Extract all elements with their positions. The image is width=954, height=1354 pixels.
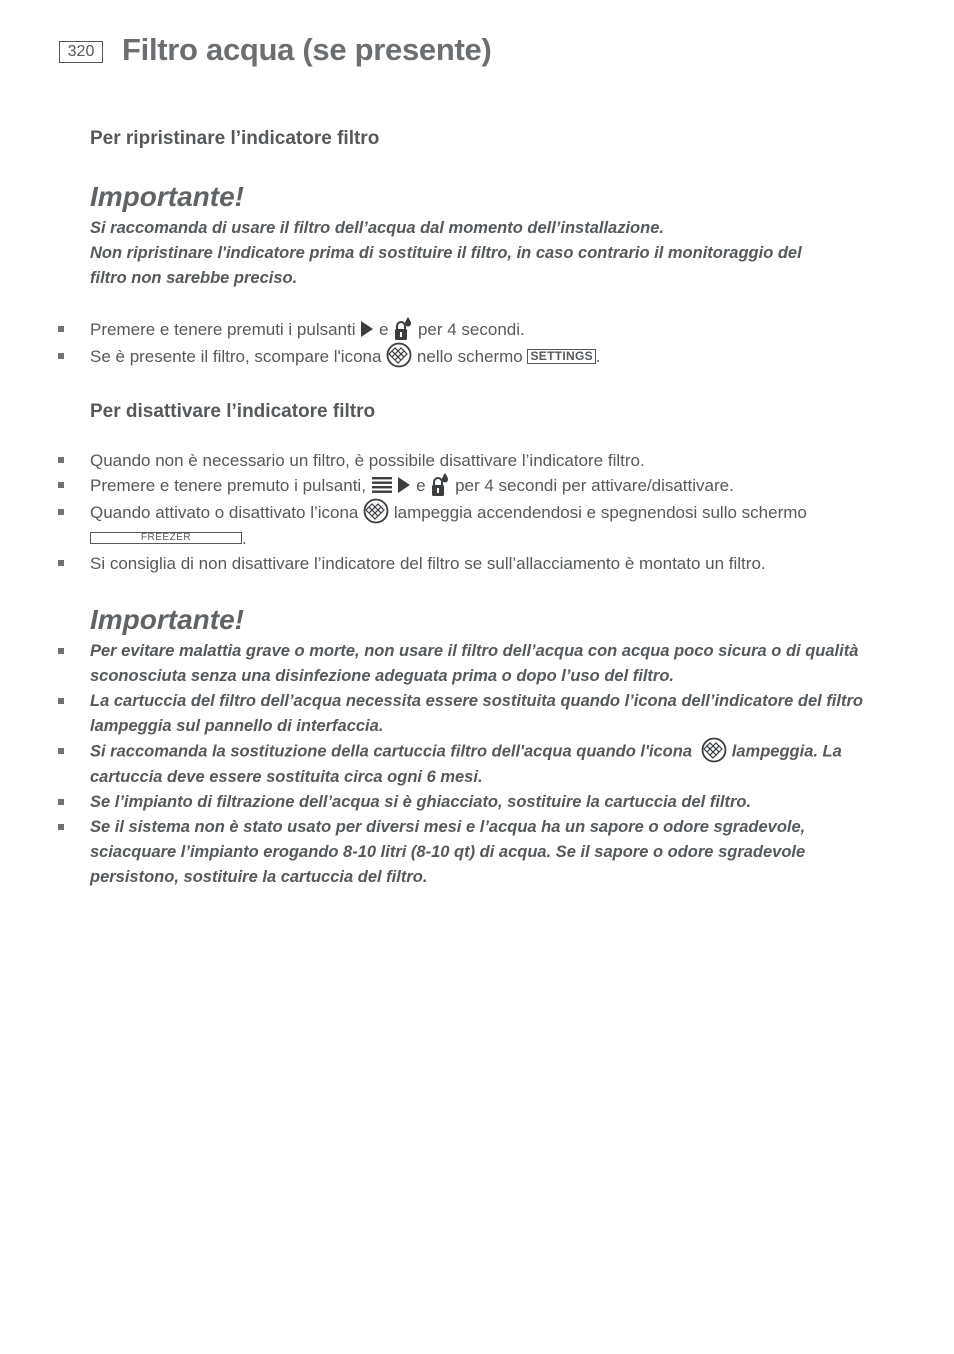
text: Se l’impianto di filtrazione dell’acqua si è ghiacciato, sostituire la cartuccia del filtro. <box>90 793 752 811</box>
list-item <box>0 344 890 371</box>
text: Si consiglia di non disattivare l’indicatore del filtro se sull’allacciamento è montato un filtro. <box>90 554 766 574</box>
text: Premere e tenere premuto i pulsanti, <box>90 476 366 495</box>
lock-water-drop-icon <box>393 316 413 342</box>
disable-heading: Per disattivare l’indicatore filtro <box>90 401 376 422</box>
text: cartuccia deve essere sostituita circa ogni 6 mesi. <box>90 768 483 786</box>
note-line: Non ripristinare l'indicatore prima di sostituire il filtro, in caso contrario il monitoraggio del <box>90 244 802 262</box>
list-item <box>0 815 890 890</box>
text: sconosciuta senza una disinfezione adeguata prima o dopo l’uso del filtro. <box>90 667 675 685</box>
important-title-1: Importante! <box>90 181 244 212</box>
filter-grid-icon <box>363 498 389 524</box>
bullet-square <box>58 353 64 359</box>
text: . <box>595 346 601 366</box>
bullet-square <box>58 482 64 488</box>
bullet-square <box>58 698 64 704</box>
reset-steps-list <box>0 317 954 370</box>
text: Se è presente il filtro, scompare l'icona <box>90 346 382 366</box>
text: La cartuccia del filtro dell’acqua necessita essere sostituita quando l’icona dell’indicatore del filtro <box>90 692 863 710</box>
list-item <box>0 739 890 790</box>
list-item <box>0 790 890 815</box>
bullet-square <box>58 326 64 332</box>
text: lampeggia sul pannello di interfaccia. <box>90 717 384 735</box>
text: e <box>379 320 389 339</box>
text: e <box>416 476 426 495</box>
note-line: filtro non sarebbe preciso. <box>90 269 298 287</box>
bullet-square <box>58 748 64 754</box>
bullet-square <box>58 560 64 566</box>
text: Premere e tenere premuti i pulsanti <box>90 320 356 339</box>
important-title-2: Importante! <box>90 604 244 635</box>
text: lampeggia accendendosi e spegnendosi sullo schermo <box>393 502 807 522</box>
text: nello schermo <box>416 346 523 366</box>
text: Si raccomanda la sostituzione della cartuccia filtro dell'acqua quando l'icona <box>90 742 693 761</box>
list-item <box>0 448 890 473</box>
text: . <box>242 529 247 549</box>
filter-grid-icon <box>701 737 727 763</box>
filter-grid-icon <box>386 342 412 368</box>
text: sciacquare l’impianto erogando 8-10 litri (8-10 qt) di acqua. Se il sapore o odore sgradevole <box>90 843 806 861</box>
page-number: 320 <box>59 41 103 63</box>
list-item <box>0 689 890 739</box>
disable-steps-list <box>0 448 954 576</box>
text: Quando non è necessario un filtro, è possibile disattivare l’indicatore filtro. <box>90 451 645 470</box>
list-item <box>0 639 890 689</box>
reset-heading: Per ripristinare l’indicatore filtro <box>90 128 380 149</box>
list-item <box>0 473 890 500</box>
text: lampeggia. La <box>731 742 842 761</box>
bullet-square <box>58 648 64 654</box>
page-title: Filtro acqua (se presente) <box>122 32 492 67</box>
play-triangle-icon <box>360 320 374 338</box>
text: Se il sistema non è stato usato per diversi mesi e l’acqua ha un sapore o odore sgradevole, <box>90 818 806 836</box>
freezer-screen-label: FREEZER <box>90 532 242 544</box>
settings-screen-label: SETTINGS <box>527 349 595 364</box>
play-triangle-icon <box>397 476 411 494</box>
menu-lines-icon <box>371 476 393 494</box>
list-item <box>0 500 890 552</box>
important-list <box>0 639 954 890</box>
text: Quando attivato o disattivato l’icona <box>90 502 359 522</box>
important-note-1 <box>90 216 890 291</box>
list-item <box>0 551 890 576</box>
lock-water-drop-icon <box>430 472 450 498</box>
note-line: Si raccomanda di usare il filtro dell’acqua dal momento dell’installazione. <box>90 219 664 237</box>
bullet-square <box>58 824 64 830</box>
text: per 4 secondi. <box>417 320 525 339</box>
text: per 4 secondi per attivare/disattivare. <box>455 476 734 495</box>
text: persistono, sostituire la cartuccia del filtro. <box>90 868 428 886</box>
bullet-square <box>58 457 64 463</box>
bullet-square <box>58 509 64 515</box>
bullet-square <box>58 799 64 805</box>
list-item <box>0 317 890 344</box>
text: Per evitare malattia grave o morte, non usare il filtro dell’acqua con acqua poco sicura o di qualità <box>90 642 859 660</box>
